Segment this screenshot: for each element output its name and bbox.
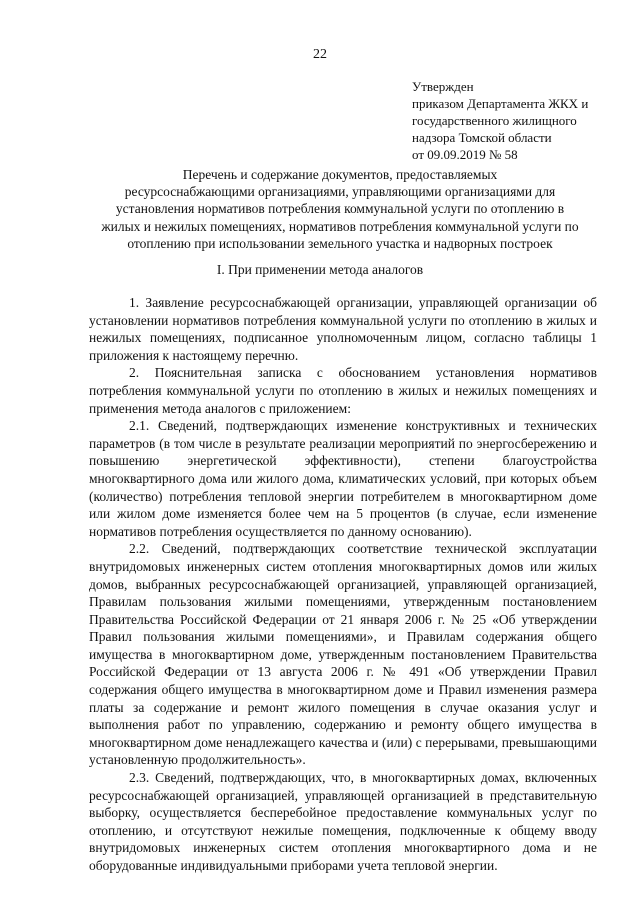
title-line: Перечень и содержание документов, предоставляемых	[182, 167, 498, 182]
paragraph-2-2: 2.2. Сведений, подтверждающих соответствие технической эксплуатации внутридомовых инженерных систем отопления многоквартирных домов или жилых домов, выбранных ресурсоснабжающей организацией, управляющей организацией, Правилам пользования жилыми помещениями, утвержденным постановлением Правительства Российской Федерации от 21 января 2006 г. № 25 «Об утверждении Правил пользования жилыми помещениями», и Правилам содержания общего имущества в многоквартирном доме, утвержденным постановлением Правительства Российской Федерации от 13 августа 2006 г. № 491 «Об утверждении Правил содержания общего имущества в многоквартирном доме и Правил изменения размера платы за содержание и ремонт жилого помещения в случае оказания услуг и выполнения работ по управлению, содержанию и ремонту общего имущества в многоквартирном доме ненадлежащего качества и (или) с перерывами, превышающими установленную продолжительность».	[89, 541, 597, 768]
page-number: 22	[313, 47, 327, 62]
approval-stamp	[412, 78, 612, 163]
title-line: ресурсоснабжающими организациями, управляющими организациями для	[124, 184, 556, 200]
approval-line: Утвержден	[412, 79, 474, 94]
paragraph-1: 1. Заявление ресурсоснабжающей организации, управляющей организации об установлении нормативов потребления коммунальной услуги по отоплению в жилых и нежилых помещениях, подписанное уполномоченным лицом, согласно таблицы 1 приложения к настоящему перечню.	[89, 295, 597, 363]
document-title	[80, 166, 600, 252]
approval-line: государственного жилищного	[412, 113, 577, 128]
paragraph-2-3: 2.3. Сведений, подтверждающих, что, в многоквартирных домах, включенных ресурсоснабжающей организацией, управляющей организацией в представительную выборку, осуществляется бесперебойное предоставление коммунальных услуг по отоплению, и отсутствуют нежилые помещения, подключенные к общему вводу внутридомовых инженерных систем отопления многоквартирного дома и не оборудованные индивидуальными приборами учета тепловой энергии.	[89, 770, 597, 873]
approval-line: надзора Томской области	[412, 130, 552, 145]
paragraph-2: 2. Пояснительная записка с обоснованием установления нормативов потребления коммунальной услуги по отоплению в жилых и нежилых помещениях и применения метода аналогов с приложением:	[89, 365, 597, 416]
title-line: жилых и нежилых помещениях, нормативов потребления коммунальной услуги по	[101, 218, 579, 234]
approval-line: приказом Департамента ЖКХ и	[412, 96, 589, 111]
title-line: отоплению при использовании земельного участка и надворных построек	[127, 235, 553, 251]
approval-line: от 09.09.2019 № 58	[412, 147, 518, 162]
section-heading: I. При применении метода аналогов	[216, 262, 424, 277]
document-body	[89, 294, 597, 875]
paragraph-2-1: 2.1. Сведений, подтверждающих изменение конструктивных и технических параметров (в том числе в результате реализации мероприятий по энергосбережению и повышению энергетической эффективности), степени благоустройства многоквартирного дома или жилого дома, климатических условий, при которых объем (количество) потребления тепловой энергии потребителем в многоквартирном доме или жилом доме изменяется более чем на 5 процентов (в случае, если изменение нормативов потребления осуществляется по данному основанию).	[89, 418, 597, 539]
title-line: установления нормативов потребления коммунальной услуги по отоплению в	[115, 201, 565, 217]
